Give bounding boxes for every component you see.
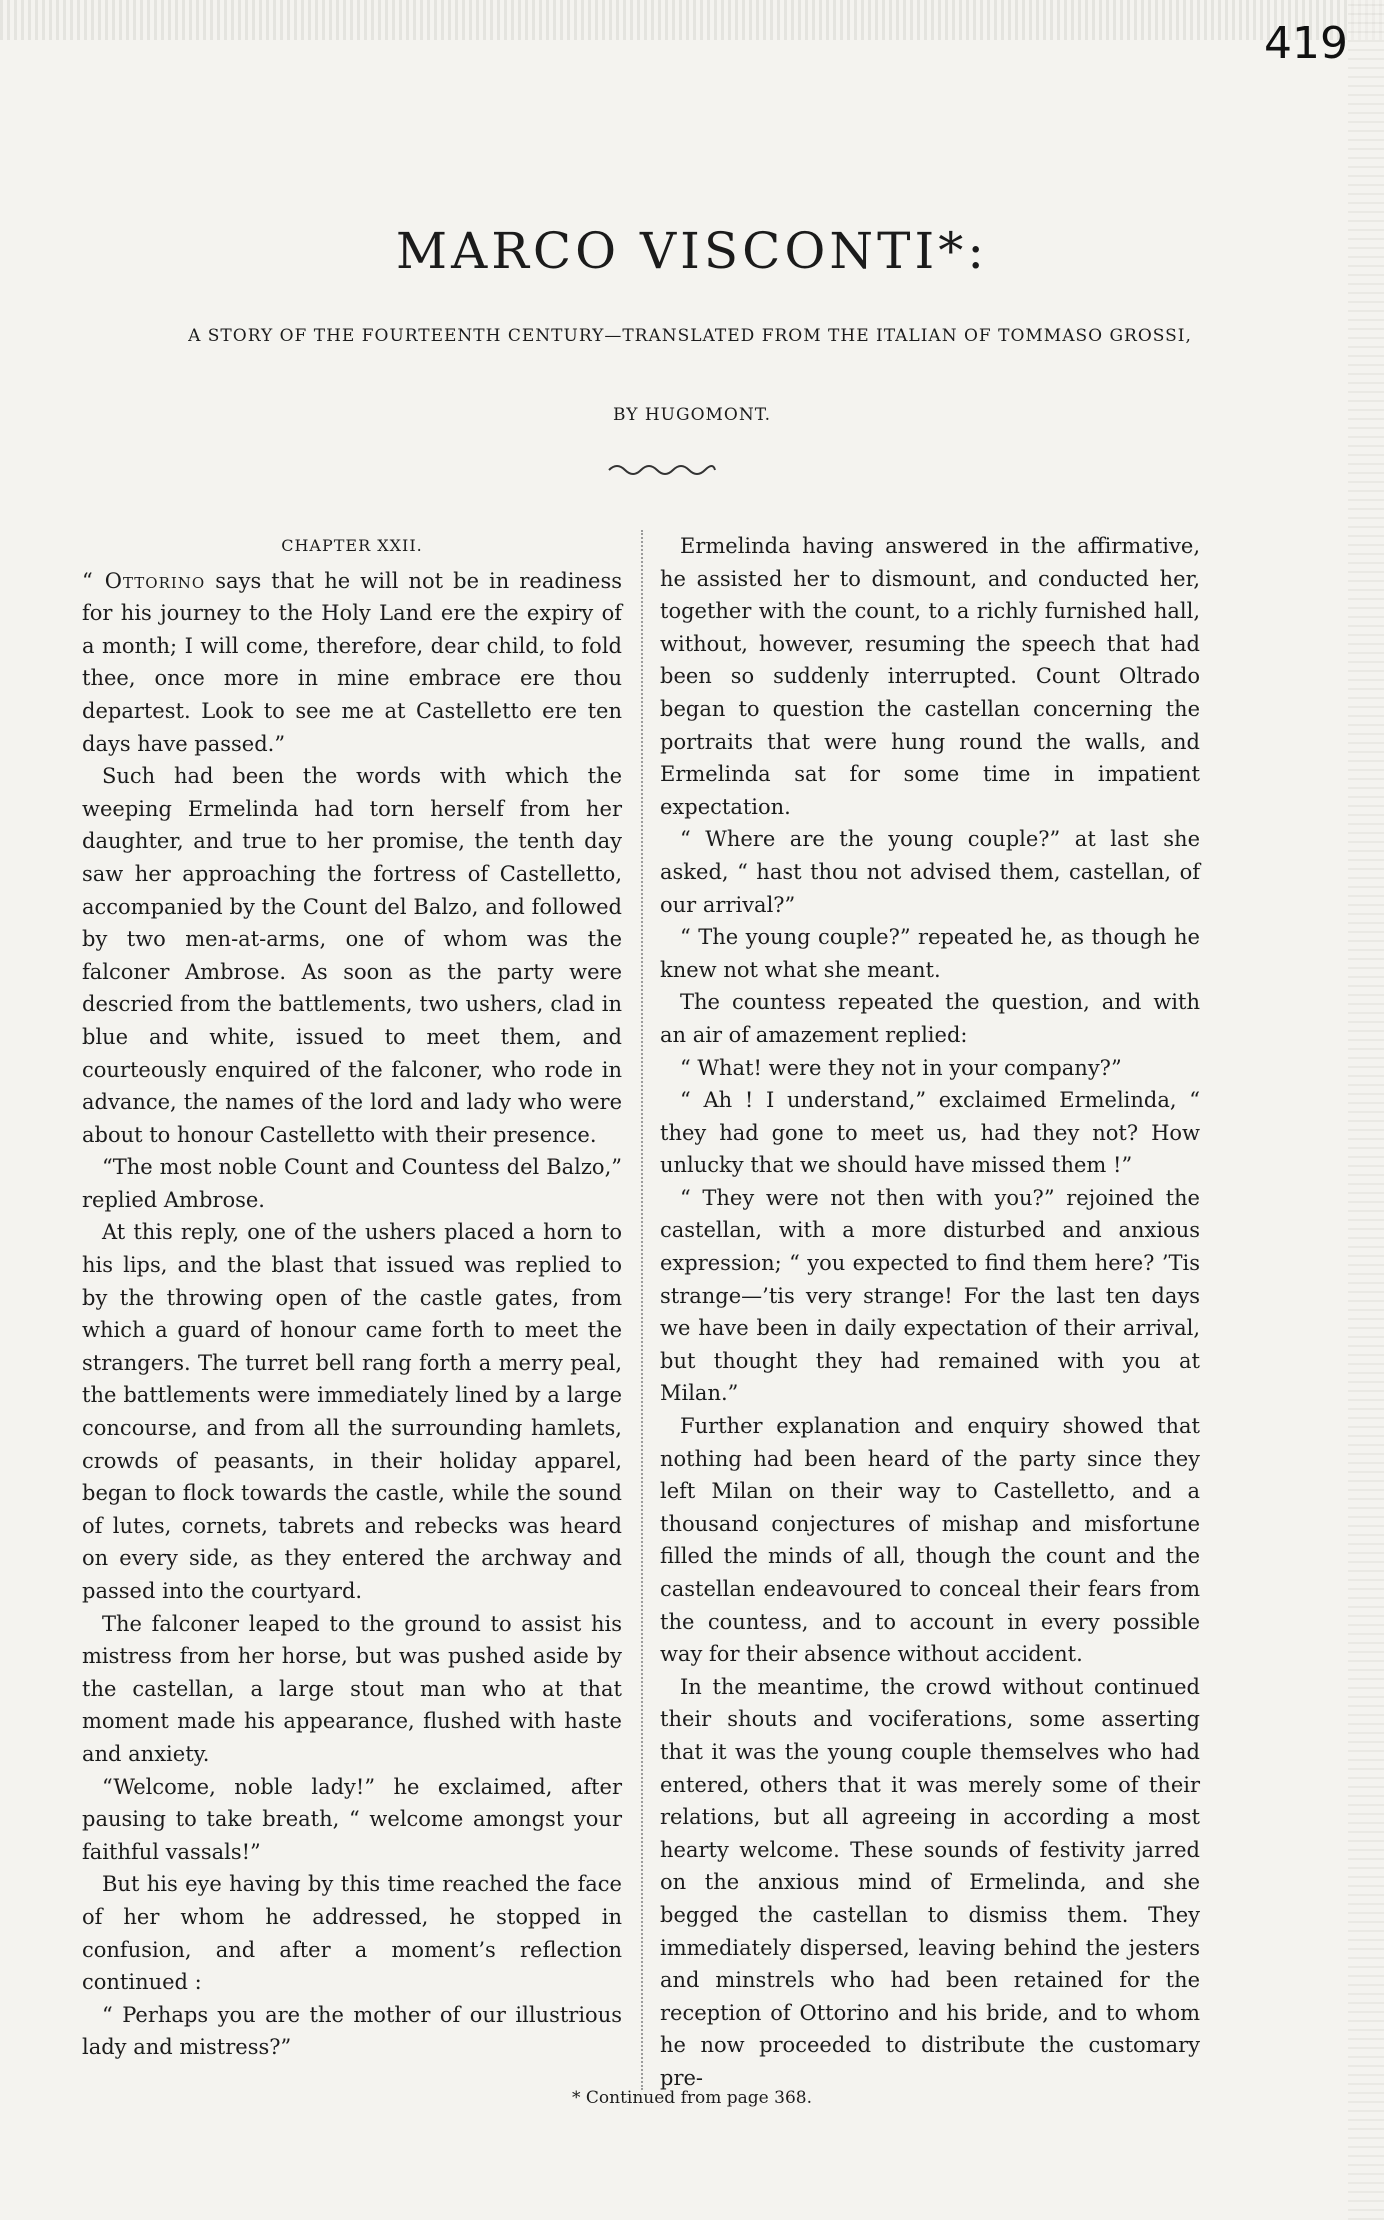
paragraph: “ They were not then with you?” rejoined the castellan, with a more disturbed and anxious expression; “ you expected to find them here? ’Tis strange—’tis very strange! For the last ten days we have been in daily expectation of their arrival, but thought they had remained with you at Milan.” [660, 1185, 1200, 1406]
paragraph-text: says that he will not be in readiness for his journey to the Holy Land ere the expiry of a month; I will come, therefore, dear child, to fold thee, once more in mine embrace ere thou departest. Look to see me at Castelletto ere ten days have passed.” [82, 568, 623, 756]
paragraph: At this reply, one of the ushers placed a horn to his lips, and the blast that issued was replied to by the throwing open of the castle gates, from which a guard of honour came forth to meet the strangers. The turret bell rang forth a merry peal, the battlements were immediately lined by a large concourse, and from all the surrounding hamlets, crowds of peasants, in their holiday apparel, began to flock towards the castle, while the sound of lutes, cornets, tabrets and rebecks was heard on every side, as they entered the archway and passed into the courtyard. [82, 1220, 622, 1603]
paragraph: Ermelinda having answered in the affirmative, he assisted her to dismount, and conducted her, together with the count, to a richly furnished hall, without, however, resuming the speech that had been so suddenly interrupted. Count Oltrado began to question the castellan concerning the portraits that were hung round the walls, and Ermelinda sat for some time in impatient expectation. [660, 534, 1200, 819]
paragraph: “ Perhaps you are the mother of our illustrious lady and mistress?” [82, 2002, 622, 2060]
paragraph: “ Ah ! I understand,” exclaimed Ermelinda, “ they had gone to meet us, had they not? How unlucky that we should have missed them !” [660, 1088, 1200, 1178]
paragraph: “ What! were they not in your company?” [680, 1055, 1122, 1080]
lead-in: “ Ottorino [82, 568, 206, 593]
text-column-left [82, 530, 622, 2064]
chapter-heading: CHAPTER XXII. [281, 536, 423, 555]
paragraph: Further explanation and enquiry showed that nothing had been heard of the party since they left Milan on their way to Castelletto, and a thousand conjectures of mishap and misfortune filled the minds of all, though the count and the castellan endeavoured to conceal their fears from the countess, and to account in every possible way for their absence without accident. [660, 1414, 1200, 1667]
scan-artifact-top [0, 0, 1384, 40]
paragraph: “ The young couple?” repeated he, as though he knew not what she meant. [660, 925, 1200, 982]
paragraph: But his eye having by this time reached the face of her whom he addressed, he stopped in confusion, and after a moment’s reflection continued : [82, 1872, 622, 1995]
paragraph: In the meantime, the crowd without continued their shouts and vociferations, some asserting that it was the young couple themselves who had entered, others that it was merely some of their relations, but all agreeing in according a most hearty welcome. These sounds of festivity jarred on the anxious mind of Ermelinda, and she begged the castellan to dismiss them. They immediately dispersed, leaving behind the jesters and minstrels who had been retained for the reception of Ottorino and his bride, and to whom he now proceeded to distribute the customary pre- [660, 1674, 1200, 2090]
footnote: * Continued from page 368. [571, 2088, 812, 2108]
paragraph: Such had been the words with which the weeping Ermelinda had torn herself from her daughter, and true to her promise, the tenth day saw her approaching the fortress of Castelletto, accompanied by the Count del Balzo, and followed by two men-at-arms, one of whom was the falconer Ambrose. As soon as the party were descried from the battlements, two ushers, clad in blue and white, issued to meet them, and courteously enquired of the falconer, who rode in advance, the names of the lord and lady who were about to honour Castelletto with their presence. [82, 764, 622, 1147]
paragraph: The countess repeated the question, and with an air of amazement replied: [660, 990, 1200, 1047]
article-title: MARCO VISCONTI*: [395, 222, 989, 280]
page-number: 419 [1264, 18, 1348, 69]
paragraph [82, 565, 622, 761]
article-subtitle: A STORY OF THE FOURTEENTH CENTURY—TRANSLATED FROM THE ITALIAN OF TOMMASO GROSSI, [188, 326, 1192, 346]
paragraph: “Welcome, noble lady!” he exclaimed, after pausing to take breath, “ welcome amongst your faithful vassals!” [82, 1774, 622, 1864]
paragraph: “ Where are the young couple?” at last she asked, “ hast thou not advised them, castellan, of our arrival?” [660, 827, 1200, 917]
ornament-divider [607, 460, 717, 480]
article-byline: BY HUGOMONT. [613, 405, 771, 425]
paragraph: The falconer leaped to the ground to assist his mistress from her horse, but was pushed aside by the castellan, a large stout man who at that moment made his appearance, flushed with haste and anxiety. [82, 1611, 622, 1766]
column-divider [641, 530, 643, 2090]
text-column-right [660, 530, 1200, 2095]
paragraph: “The most noble Count and Countess del Balzo,” replied Ambrose. [82, 1155, 622, 1212]
